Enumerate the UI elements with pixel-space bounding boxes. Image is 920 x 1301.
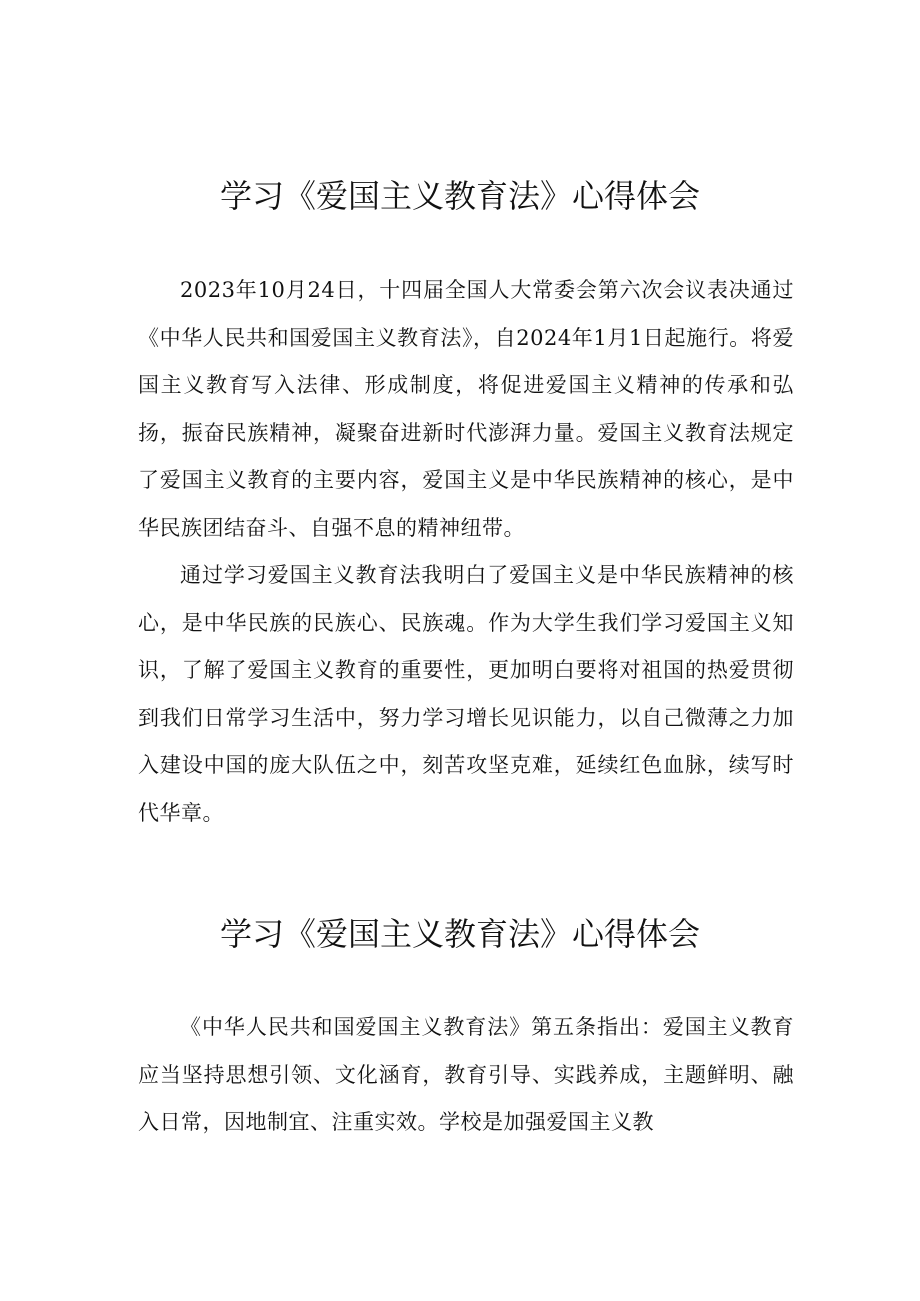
section-1-paragraph-1: 2023年10月24日，十四届全国人大常委会第六次会议表决通过《中华人民共和国爱国主义教育法》，自2024年1月1日起施行。将爱国主义教育写入法律、形成制度，将促进爱国主义精神的传承和弘扬，振奋民族精神，凝聚奋进新时代澎湃力量。爱国主义教育法规定了爱国主义教育的主要内容，爱国主义是中华民族精神的核心，是中华民族团结奋斗、自强不息的精神纽带。 [138,278,794,540]
section-2-title: 学习《爱国主义教育法》心得体会 [219,915,700,953]
section-1-paragraph-2: 通过学习爱国主义教育法我明白了爱国主义是中华民族精神的核心，是中华民族的民族心、民族魂。作为大学生我们学习爱国主义知识，了解了爱国主义教育的重要性，更加明白要将对祖国的热爱贯彻到我们日常学习生活中，努力学习增长见识能力，以自己微薄之力加入建设中国的庞大队伍之中，刻苦攻坚克难，延续红色血脉，续写时代华章。 [138,563,794,825]
section-1-title: 学习《爱国主义教育法》心得体会 [219,177,700,215]
section-2-paragraph-1: 《中华人民共和国爱国主义教育法》第五条指出：爱国主义教育应当坚持思想引领、文化涵育，教育引导、实践养成，主题鲜明、融入日常，因地制宜、注重实效。学校是加强爱国主义教 [138,1015,794,1134]
